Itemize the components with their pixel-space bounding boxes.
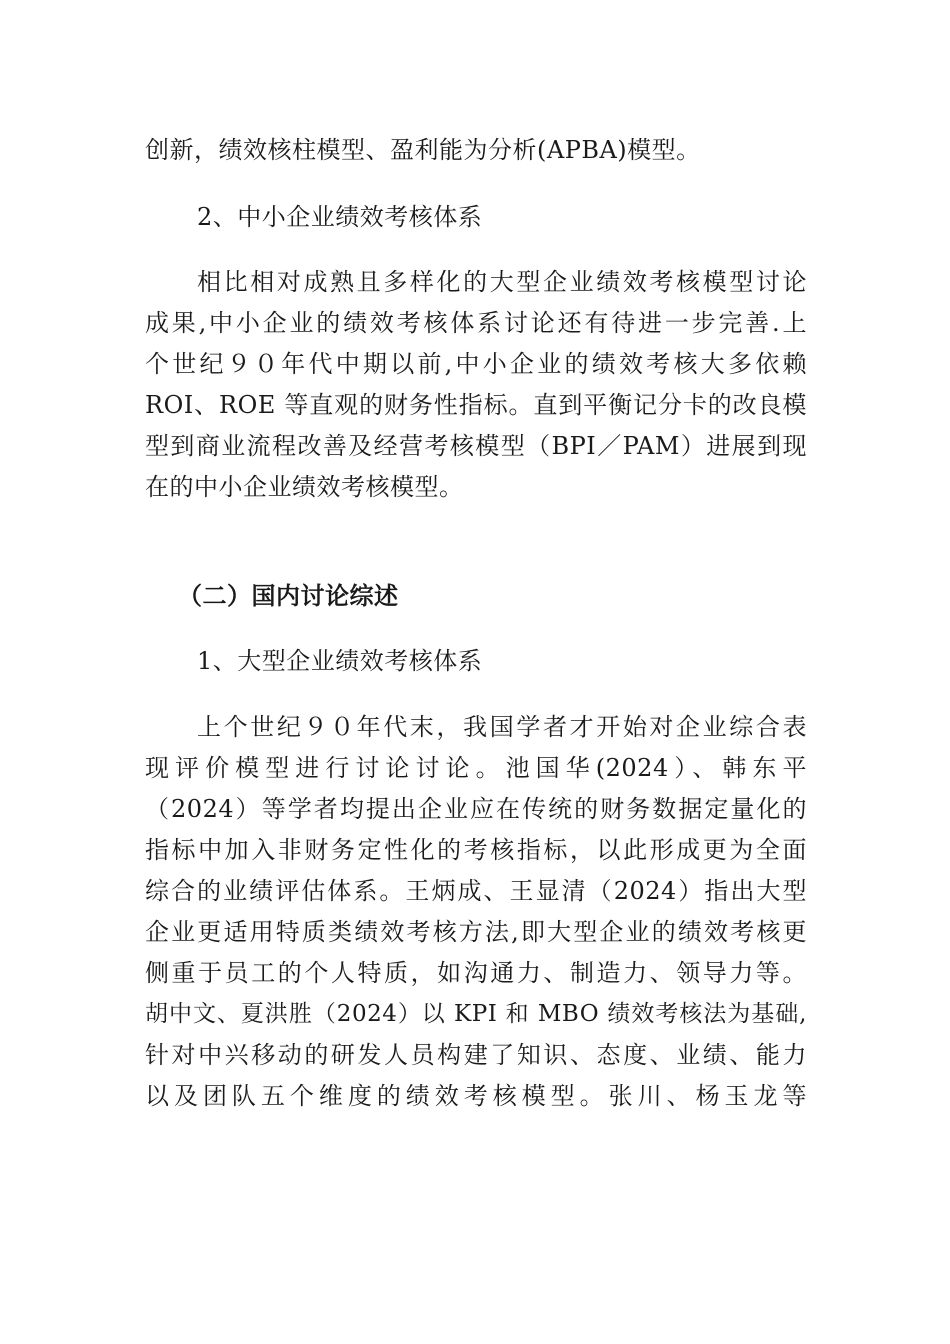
paragraph-line: 侧重于员工的个人特质，如沟通力、制造力、领导力等。 [145,959,807,987]
paragraph-line: 型到商业流程改善及经营考核模型（BPI／PAM）进展到现 [145,432,807,460]
paragraph-line: （2024）等学者均提出企业应在传统的财务数据定量化的 [145,795,807,823]
paragraph-line: 在的中小企业绩效考核模型。 [145,473,464,501]
paragraph-line: 企业更适用特质类绩效考核方法,即大型企业的绩效考核更 [145,918,807,946]
paragraph-line: 综合的业绩评估体系。王炳成、王显清（2024）指出大型 [145,877,807,905]
paragraph-continued [145,130,807,171]
paragraph-line: 上个世纪９０年代末，我国学者才开始对企业综合表 [197,713,807,741]
paragraph-line: 现评价模型进行讨论讨论。池国华(2024）、韩东平 [145,754,807,782]
paragraph-line: 相比相对成熟且多样化的大型企业绩效考核模型讨论 [197,268,807,296]
paragraph-line: 指标中加入非财务定性化的考核指标，以此形成更为全面 [145,836,807,864]
paragraph-sme-performance [145,262,807,508]
paragraph-domestic-research [145,707,807,1117]
paragraph-line: 个世纪９０年代中期以前,中小企业的绩效考核大多依赖 [145,350,807,378]
paragraph-line: 以及团队五个维度的绩效考核模型。张川、杨玉龙等 [145,1082,807,1110]
paragraph-line: 创新，绩效核柱模型、盈利能为分析(APBA)模型。 [145,136,701,164]
paragraph-line: 针对中兴移动的研发人员构建了知识、态度、业绩、能力 [145,1041,807,1069]
paragraph-line: ROI、ROE 等直观的财务性指标。直到平衡记分卡的改良模 [145,391,807,419]
section-heading-domestic-review: （二）国内讨论综述 [178,581,399,610]
subheading-sme-performance-system: 2、中小企业绩效考核体系 [197,203,483,231]
subheading-large-enterprise-system: 1、大型企业绩效考核体系 [197,647,483,675]
paragraph-line: 胡中文、夏洪胜（2024）以 KPI 和 MBO 绩效考核法为基础, [145,1001,807,1027]
paragraph-line: 成果,中小企业的绩效考核体系讨论还有待进一步完善.上 [145,309,807,337]
